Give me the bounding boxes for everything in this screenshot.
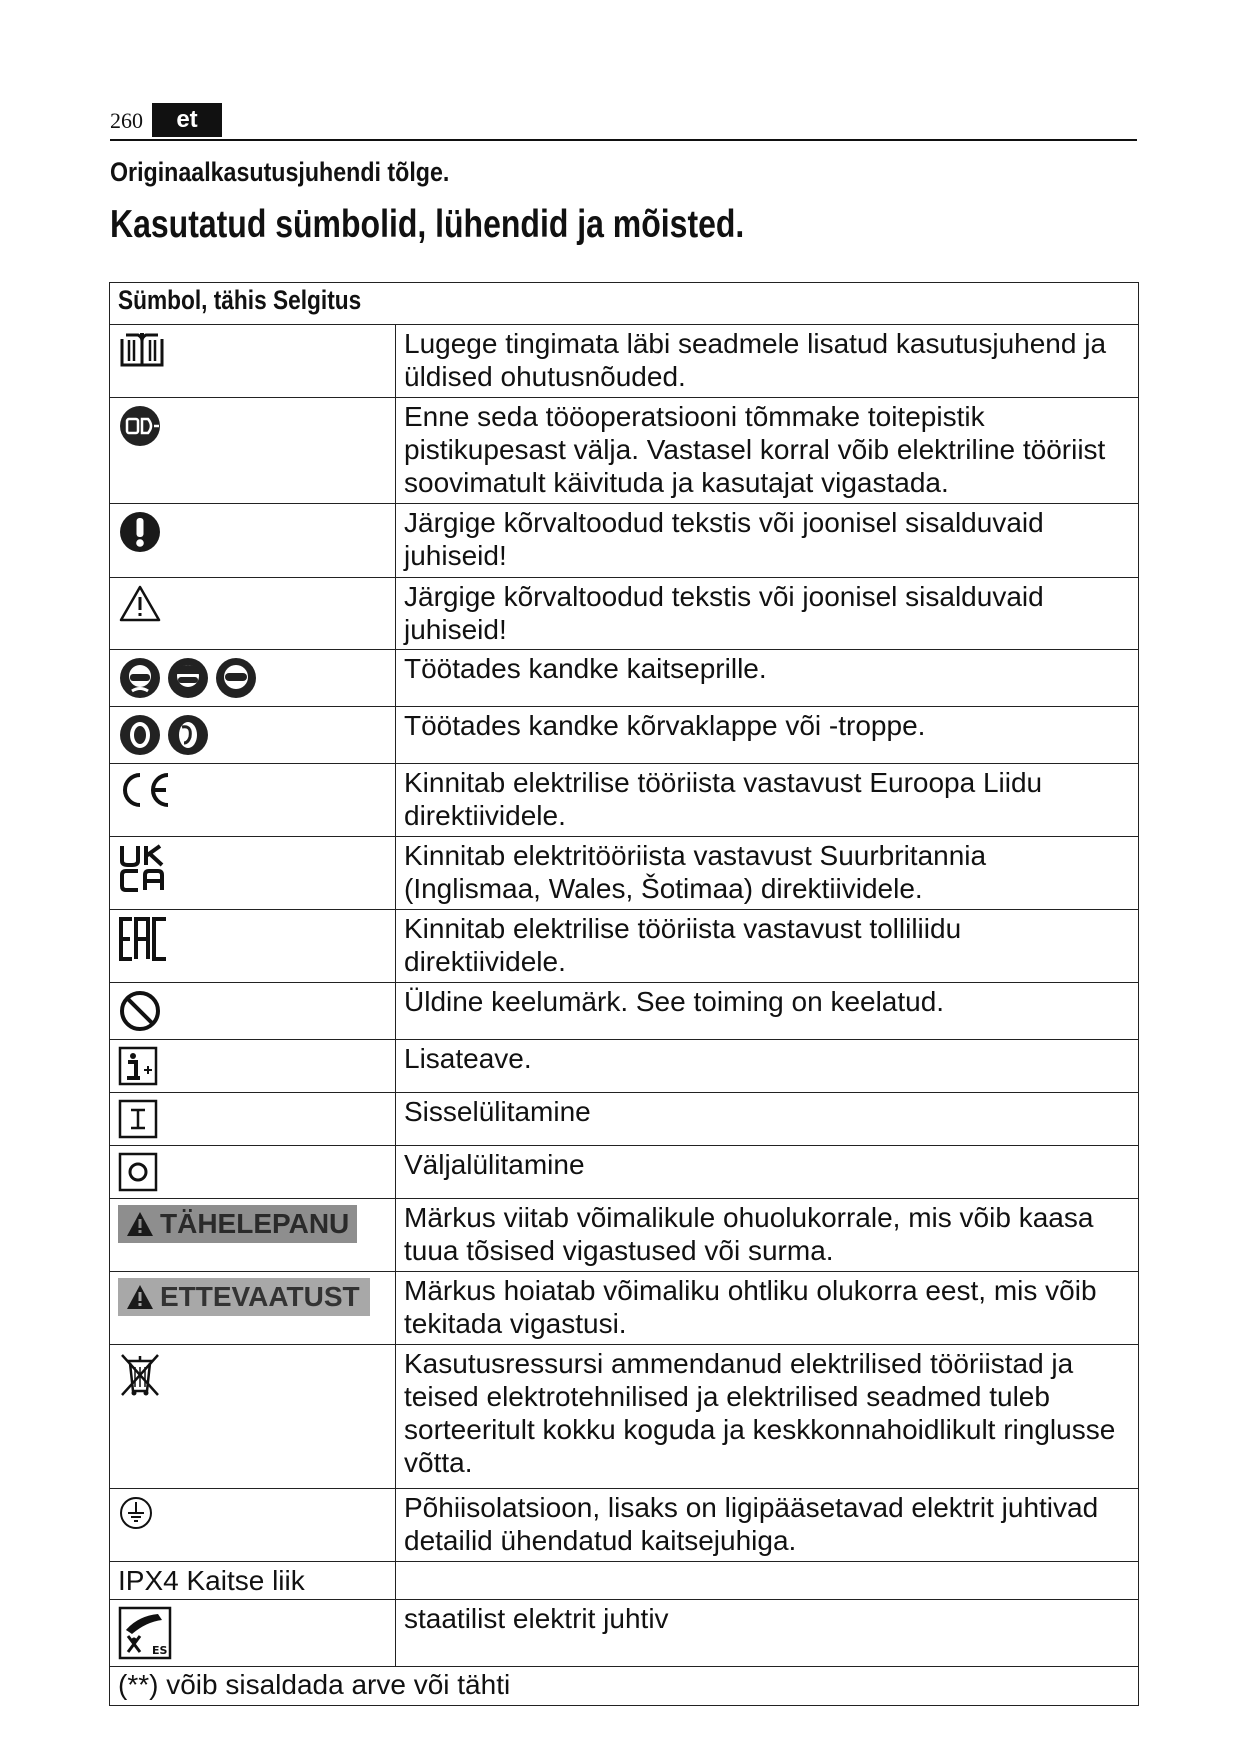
row-text: Märkus hoiatab võimaliku ohtliku olukorra eest, mis võib tekitada vigastusi. <box>396 1272 1139 1345</box>
warning-badge <box>118 1205 357 1243</box>
warning-triangle-icon <box>118 584 162 624</box>
table-row <box>110 1199 1139 1272</box>
table-row <box>110 1489 1139 1562</box>
info-plus-icon <box>118 1046 158 1086</box>
ukca-mark-icon <box>118 843 168 893</box>
table-row <box>110 1600 1139 1667</box>
row-text: Töötades kandke kõrvaklappe või -troppe. <box>396 707 1139 764</box>
warning-triangle-icon <box>126 1284 154 1310</box>
row-text: Lugege tingimata läbi seadmele lisatud kasutusjuhend ja üldised ohutusnõuded. <box>396 325 1139 398</box>
table-row <box>110 910 1139 983</box>
ce-mark-icon <box>118 770 174 810</box>
row-text: Järgige kõrvaltoodud tekstis või joonisel sisalduvaid juhiseid! <box>396 504 1139 578</box>
table-row <box>110 1562 1139 1600</box>
exclamation-circle-icon <box>118 510 162 554</box>
row-text: Kasutusressursi ammendanud elektrilised tööriistad ja teised elektrotehnilised ja elektrilised seadmed tuleb sorteeritult kokku koguda ja keskkonnahoidlikult ringlusse võtta. <box>396 1345 1139 1489</box>
table-row <box>110 398 1139 504</box>
warning-triangle-icon <box>126 1211 154 1237</box>
table-row <box>110 578 1139 650</box>
row-text: Sisselülitamine <box>396 1093 1139 1146</box>
row-text: Järgige kõrvaltoodud tekstis või joonisel sisalduvaid juhiseid! <box>396 578 1139 650</box>
page-number: 260 <box>110 108 143 133</box>
eye-protection-icon <box>118 656 258 700</box>
unplug-icon <box>118 404 162 448</box>
table-header-row <box>110 283 1139 325</box>
row-text: Väljalülitamine <box>396 1146 1139 1199</box>
table-row <box>110 325 1139 398</box>
row-text: Enne seda tööoperatsiooni tõmmake toitepistik pistikupesast välja. Vastasel korral võib elektriline tööriist soovimatult käivituda ja kasutajat vigastada. <box>396 398 1139 504</box>
table-footnote: (**) võib sisaldada arve või tähti <box>110 1667 1139 1706</box>
row-text: Üldine keelumärk. See toiming on keelatud. <box>396 983 1139 1040</box>
table-row <box>110 1272 1139 1345</box>
row-text: Töötades kandke kaitseprille. <box>396 650 1139 707</box>
caution-badge <box>118 1278 370 1316</box>
document-title: Kasutatud sümbolid, lühendid ja mõisted. <box>110 203 745 246</box>
eac-mark-icon <box>118 916 170 962</box>
table-row <box>110 1146 1139 1199</box>
manual-book-icon <box>118 331 166 371</box>
badge-label: ETTEVAATUST <box>160 1281 360 1312</box>
row-text: Kinnitab elektrilise tööriista vastavust Euroopa Liidu direktiividele. <box>396 764 1139 837</box>
table-header: Sümbol, tähis Selgitus <box>118 285 362 315</box>
table-row <box>110 1093 1139 1146</box>
language-tag: et <box>152 103 222 137</box>
svg-text:ES: ES <box>152 1644 168 1657</box>
switch-on-icon <box>118 1099 158 1139</box>
table-row <box>110 764 1139 837</box>
symbols-table <box>109 282 1139 1706</box>
table-row <box>110 650 1139 707</box>
table-row <box>110 837 1139 910</box>
switch-off-icon <box>118 1152 158 1192</box>
row-text: Põhiisolatsioon, lisaks on ligipääsetavad elektrit juhtivad detailid ühendatud kaitsejuhiga. <box>396 1489 1139 1562</box>
weee-bin-icon <box>118 1351 162 1397</box>
ipx4-label: IPX4 Kaitse liik <box>118 1565 305 1596</box>
prohibition-icon <box>118 989 162 1033</box>
table-row <box>110 1345 1139 1489</box>
protective-earth-icon <box>118 1495 154 1531</box>
row-text <box>396 1562 1139 1600</box>
row-text: Lisateave. <box>396 1040 1139 1093</box>
table-footer-row <box>110 1667 1139 1706</box>
row-text: Kinnitab elektritööriista vastavust Suurbritannia (Inglismaa, Wales, Šotimaa) direktiividele. <box>396 837 1139 910</box>
page-header <box>110 103 1137 141</box>
table-row <box>110 983 1139 1040</box>
table-row <box>110 504 1139 578</box>
document-subtitle: Originaalkasutusjuhendi tõlge. <box>110 157 450 187</box>
row-text: Kinnitab elektrilise tööriista vastavust tolliliidu direktiividele. <box>396 910 1139 983</box>
badge-label: TÄHELEPANU <box>160 1208 350 1239</box>
row-text: Märkus viitab võimalikule ohuolukorrale, mis võib kaasa tuua tõsised vigastused või surma. <box>396 1199 1139 1272</box>
ear-protection-icon <box>118 713 210 757</box>
row-text: staatilist elektrit juhtiv <box>396 1600 1139 1667</box>
table-row <box>110 707 1139 764</box>
antistatic-es-icon <box>118 1606 172 1660</box>
table-row <box>110 1040 1139 1093</box>
